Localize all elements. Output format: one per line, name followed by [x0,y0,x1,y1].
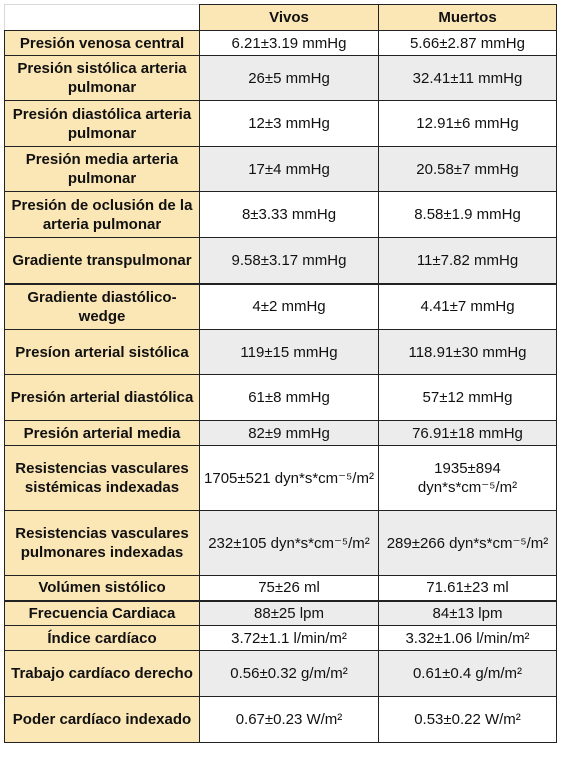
value-muertos: 5.66±2.87 mmHg [379,31,557,56]
value-muertos: 12.91±6 mmHg [379,101,557,147]
row-label: Volúmen sistólico [5,576,200,601]
row-label: Frecuencia Cardiaca [5,601,200,626]
value-muertos: 11±7.82 mmHg [379,238,557,284]
table-row [5,375,557,421]
table-row [5,576,557,601]
table-row [5,31,557,56]
value-muertos: 76.91±18 mmHg [379,421,557,446]
table-row [5,626,557,651]
value-vivos: 6.21±3.19 mmHg [200,31,379,56]
hemodynamics-table [4,4,557,743]
row-label: Presión venosa central [5,31,200,56]
value-vivos: 12±3 mmHg [200,101,379,147]
value-vivos: 1705±521 dyn*s*cm⁻⁵/m² [200,446,379,511]
row-label: Gradiente diastólico-wedge [5,284,200,330]
value-muertos: 20.58±7 mmHg [379,147,557,192]
table-row [5,330,557,375]
value-vivos: 0.56±0.32 g/m/m² [200,651,379,697]
table-row [5,284,557,330]
row-label: Resistencias vasculares pulmonares indexadas [5,511,200,576]
table-row [5,651,557,697]
table-row [5,238,557,284]
value-vivos: 0.67±0.23 W/m² [200,697,379,743]
row-label: Presión arterial media [5,421,200,446]
table-row [5,147,557,192]
value-muertos: 8.58±1.9 mmHg [379,192,557,238]
value-muertos: 71.61±23 ml [379,576,557,601]
header-row [5,5,557,31]
value-vivos: 17±4 mmHg [200,147,379,192]
value-muertos: 118.91±30 mmHg [379,330,557,375]
value-vivos: 4±2 mmHg [200,284,379,330]
table-row [5,446,557,511]
row-label: Presión de oclusión de la arteria pulmonar [5,192,200,238]
row-label: Índice cardíaco [5,626,200,651]
row-label: Poder cardíaco indexado [5,697,200,743]
value-vivos: 9.58±3.17 mmHg [200,238,379,284]
value-muertos: 1935±894 dyn*s*cm⁻⁵/m² [379,446,557,511]
value-muertos: 57±12 mmHg [379,375,557,421]
row-label: Presión arterial diastólica [5,375,200,421]
row-label: Presíon arterial sistólica [5,330,200,375]
value-muertos: 3.32±1.06 l/min/m² [379,626,557,651]
value-vivos: 82±9 mmHg [200,421,379,446]
table-row [5,697,557,743]
row-label: Presión diastólica arteria pulmonar [5,101,200,147]
corner-cell [5,5,200,31]
value-vivos: 26±5 mmHg [200,56,379,101]
column-header-muertos: Muertos [379,5,557,31]
row-label: Gradiente transpulmonar [5,238,200,284]
column-header-vivos: Vivos [200,5,379,31]
value-vivos: 8±3.33 mmHg [200,192,379,238]
table-row [5,511,557,576]
value-muertos: 32.41±11 mmHg [379,56,557,101]
value-vivos: 75±26 ml [200,576,379,601]
table-row [5,601,557,626]
table-row [5,56,557,101]
row-label: Presión sistólica arteria pulmonar [5,56,200,101]
table-body [5,31,557,743]
table-row [5,101,557,147]
value-vivos: 88±25 lpm [200,601,379,626]
value-muertos: 0.61±0.4 g/m/m² [379,651,557,697]
value-vivos: 232±105 dyn*s*cm⁻⁵/m² [200,511,379,576]
value-muertos: 289±266 dyn*s*cm⁻⁵/m² [379,511,557,576]
row-label: Trabajo cardíaco derecho [5,651,200,697]
value-vivos: 3.72±1.1 l/min/m² [200,626,379,651]
value-vivos: 119±15 mmHg [200,330,379,375]
value-muertos: 0.53±0.22 W/m² [379,697,557,743]
table-row [5,421,557,446]
row-label: Presión media arteria pulmonar [5,147,200,192]
value-vivos: 61±8 mmHg [200,375,379,421]
value-muertos: 84±13 lpm [379,601,557,626]
value-muertos: 4.41±7 mmHg [379,284,557,330]
table-row [5,192,557,238]
row-label: Resistencias vasculares sistémicas indexadas [5,446,200,511]
